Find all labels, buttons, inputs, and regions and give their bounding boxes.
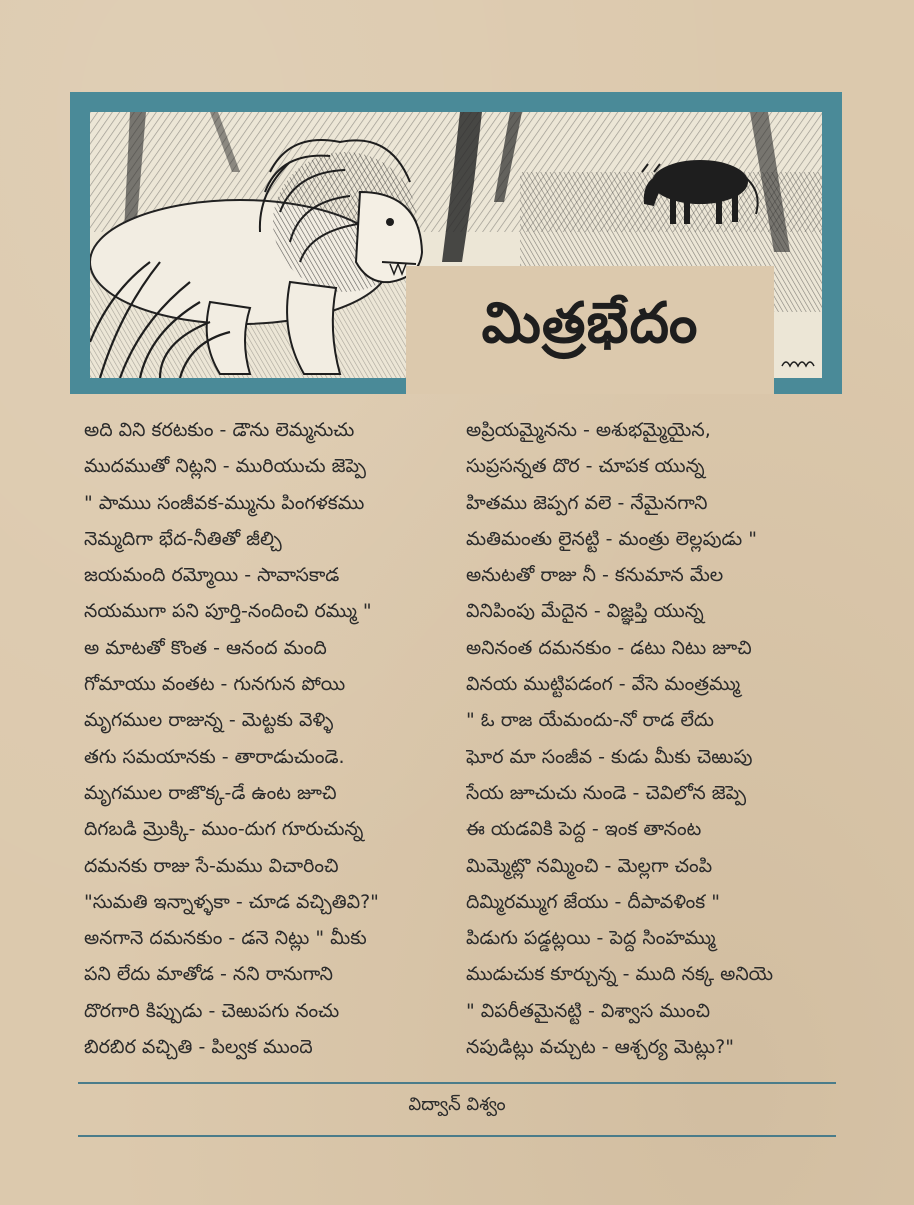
poem-line: పని లేదు మాతోడ - నని రానుగాని [84,963,333,986]
footer-rule-bottom [78,1135,836,1137]
poem-line: నపుడిట్లు వచ్చుట - ఆశ్చర్య మెట్లు?" [466,1036,734,1059]
poem-line: సుప్రసన్నత దొర - చూపక యున్న [466,455,705,478]
poem-line: వినిపింపు మేదైన - విజ్ఞప్తి యున్న [466,600,704,623]
title-box [406,266,774,394]
poem-left-column [84,412,484,1065]
poem-line: " పాముు సంజీవక-మ్మును పింగళకము [84,491,365,514]
poem-line: అనినంత దమనకుం - డటు నిటు జూచి [466,636,752,659]
poem-line: దమనకు రాజు సే-మము విచారించి [84,854,339,877]
poem-line: జయమంది రమ్మోయి - సావాసకాడ [84,564,340,587]
poem-line: "సుమతి ఇన్నాళ్ళకా - చూడ వచ్చితివి?" [84,890,379,913]
poem-line: వినయ ముట్టిపడంగ - వేసె మంత్రమ్ము [466,673,741,696]
poem-line: మృగముల రాజొక్క-డే ఉంట జూచి [84,781,337,804]
poem-line: నయముగా పని పూర్తి-నందించి రమ్ము " [84,600,372,623]
poem-line: ముడుచుక కూర్చున్న - ముది నక్క అనియె [466,963,774,986]
poem-line: మిమ్మెట్లొ నమ్మించి - మెల్లగా చంపి [466,854,713,877]
poem-line: నెమ్మదిగా భేద-నీతితో జీల్చి [84,527,282,550]
author-name: విద్వాన్ విశ్వం [408,1094,506,1115]
poem-line: మతిమంతు లైనట్టి - మంత్రు లెల్లపుడు " [466,527,757,550]
poem-line: గోమాయు వంతట - గునగున పోయి [84,673,346,696]
poem-line: దొరగారి కిప్పుడు - చెఱుపగు నంచు [84,999,340,1022]
poem-line: బిరబిర వచ్చితి - పిల్వక ముందె [84,1036,313,1059]
poem-line: అ మాటతో కొంత - ఆనంద మంది [84,636,327,659]
poem-line: ముదముతో నిట్లని - మురియుచు జెప్పె [84,455,366,478]
poem-line: ఈ యడవికి పెద్ద - ఇంక తానంట [466,818,702,841]
poem-line: అనుటతో రాజు నీ - కనుమాన మేల [466,564,724,587]
poem-line: పిడుగు పడ్డట్లయి - పెద్ద సింహమ్ము [466,927,716,950]
poem-line: " విపరీతమైనట్టి - విశ్వాస ముంచి [466,999,711,1022]
title-banner [70,92,842,394]
poem-line: హితము జెప్పగ వలె - నేమైనగాని [466,491,708,514]
poem-line: అప్రియమ్మైనను - అశుభమ్మైయైన, [466,419,711,441]
poem-right-column [466,412,866,1065]
poem-line: " ఓ రాజ యేమందు-నో రాడ లేదు [466,709,714,732]
poem-line: మృగముల రాజున్న - మెట్టకు వెళ్ళి [84,709,334,732]
page-title: మిత్రభేదం [481,290,699,356]
poem-line: సేయ జూచుచు నుండె - చెవిలోన జెప్పె [466,781,747,804]
poem-line: అది విని కరటకుం - డౌను లెమ్మనుచు [84,419,355,441]
poem-line: అనగానె దమనకుం - డనె నిట్లు " మీకు [84,927,367,950]
footer-rule-top [78,1082,836,1084]
poem-line: ఘోర మా సంజీవ - కుడు మీకు చెఱుపు [466,745,753,768]
poem-line: దిమ్మిరమ్ముగ జేయు - దీపావళింక " [466,890,720,913]
poem-line: దిగబడి మ్రొక్కి- ముం-దుగ గూరుచున్న [84,818,364,841]
poem-line: తగు సమయానకు - తారాడుచుండె. [84,745,345,768]
